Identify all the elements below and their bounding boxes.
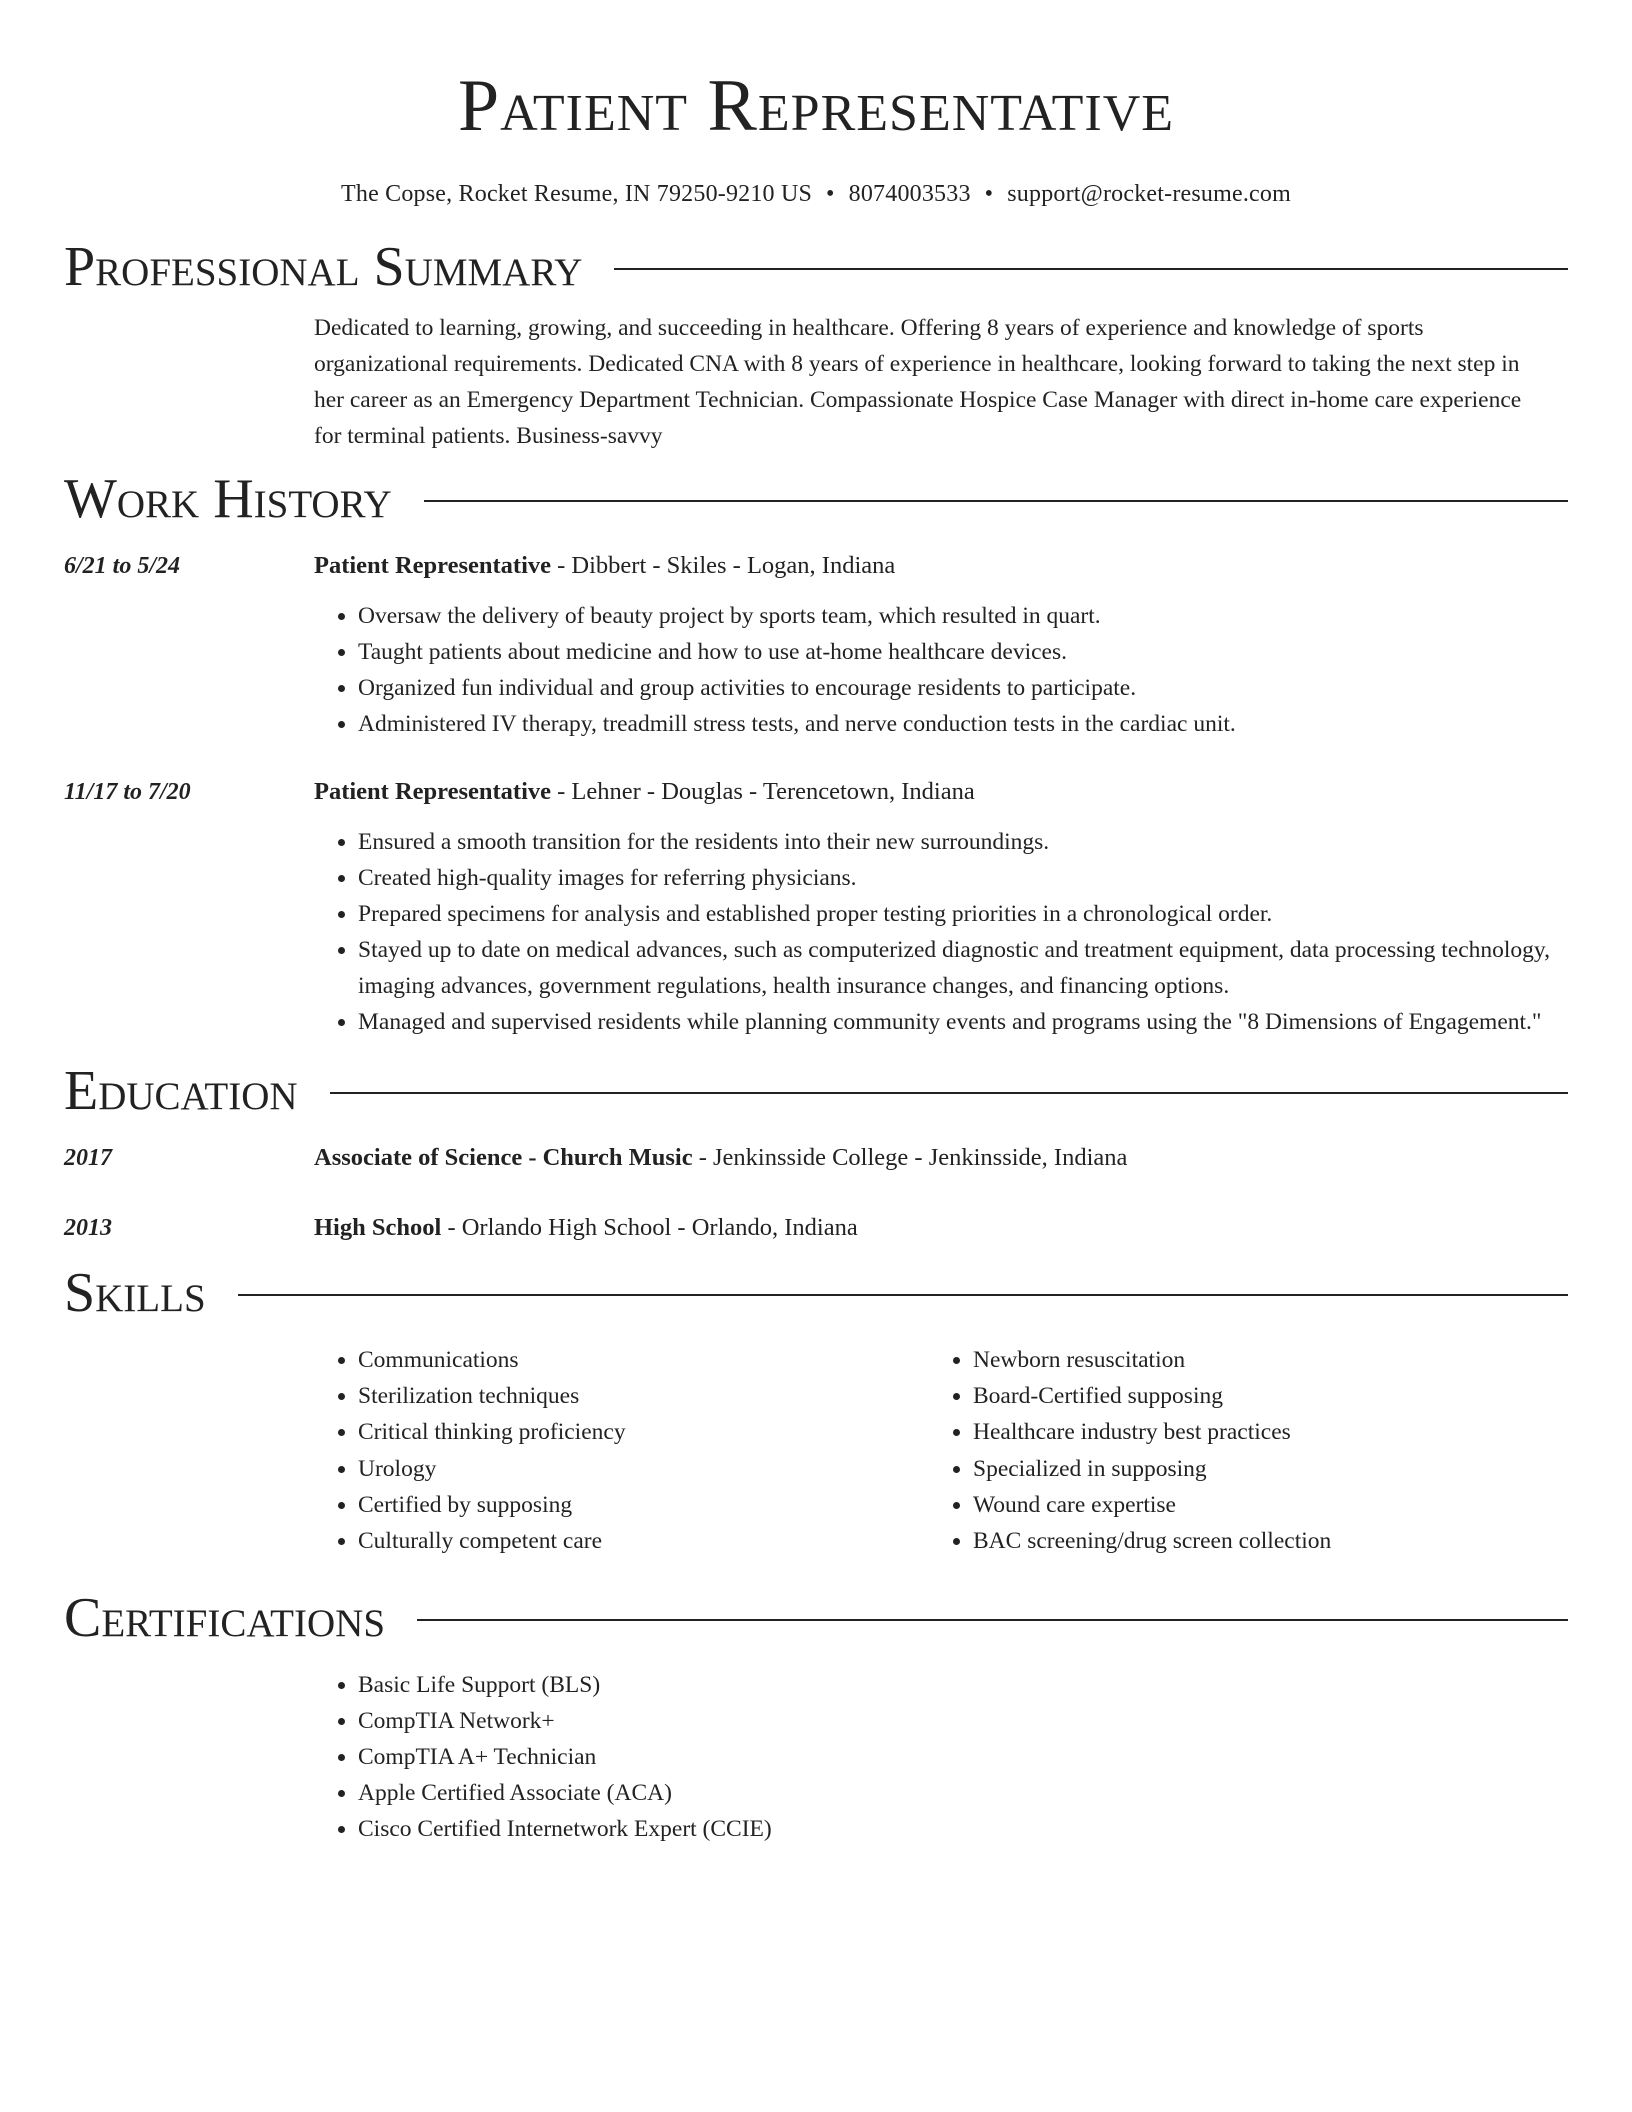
summary-section-header	[64, 232, 1568, 302]
separator: •	[984, 181, 994, 207]
skill-item: • Culturally competent care	[358, 1523, 929, 1559]
job-title-line	[314, 774, 1568, 810]
certification-item: • CompTIA Network+	[358, 1703, 1568, 1739]
job-bullet: • Prepared specimens for analysis and established proper testing priorities in a chronological order.	[358, 896, 1568, 932]
section-heading: Education	[64, 1060, 298, 1122]
section-divider	[417, 1619, 1568, 1621]
summary-text: Dedicated to learning, growing, and succeeding in healthcare. Offering 8 years of experience and knowledge of sports organizational requirements. Dedicated CNA with 8 years of experience in healthcare, looking forward to taking the next step in her career as an Emergency Department Technician. Compassionate Hospice Case Manager with direct in-home care experience for terminal patients. Business-savvy	[314, 315, 1522, 449]
section-divider	[330, 1092, 1568, 1094]
job-bullet: • Taught patients about medicine and how to use at-home healthcare devices.	[358, 634, 1568, 670]
skill-item: • Healthcare industry best practices	[973, 1414, 1544, 1450]
skill-item: • Sterilization techniques	[358, 1378, 929, 1414]
certification-item: • CompTIA A+ Technician	[358, 1739, 1568, 1775]
section-heading: Skills	[64, 1262, 206, 1324]
address: The Copse, Rocket Resume, IN 79250-9210 US	[341, 181, 813, 207]
section-heading: Professional Summary	[64, 236, 583, 298]
job-dates: 11/17 to 7/20	[64, 779, 191, 805]
skill-item: • Urology	[358, 1451, 929, 1487]
skill-item: • Specialized in supposing	[973, 1451, 1544, 1487]
skill-item: • Wound care expertise	[973, 1487, 1544, 1523]
job-title: Patient Representative	[314, 778, 551, 805]
school: - Orlando High School - Orlando, Indiana	[441, 1214, 858, 1241]
section-heading: Certifications	[64, 1587, 386, 1650]
education-section-header	[64, 1056, 1568, 1126]
education-entry	[64, 1210, 1568, 1246]
job-entry	[64, 548, 1568, 742]
degree: High School	[314, 1214, 442, 1241]
section-divider	[424, 500, 1568, 502]
education-line	[314, 1210, 1568, 1246]
education-line	[314, 1140, 1568, 1176]
certifications-section-header	[64, 1583, 1568, 1653]
section-divider	[238, 1294, 1568, 1296]
skill-item: • BAC screening/drug screen collection	[973, 1523, 1544, 1559]
job-employer: - Dibbert - Skiles - Logan, Indiana	[551, 552, 896, 579]
education-year: 2017	[64, 1145, 112, 1171]
job-entry	[64, 774, 1568, 1040]
education-entry	[64, 1140, 1568, 1176]
contact-line	[64, 178, 1568, 210]
certification-item: • Basic Life Support (BLS)	[358, 1667, 1568, 1703]
phone: 8074003533	[848, 181, 971, 207]
job-employer: - Lehner - Douglas - Terencetown, Indiana	[551, 778, 975, 805]
job-bullets	[314, 598, 1568, 742]
school: - Jenkinsside College - Jenkinsside, Indiana	[692, 1144, 1128, 1171]
candidate-name: Patient Representative	[457, 65, 1175, 147]
job-bullets	[314, 824, 1568, 1040]
skills-section-header	[64, 1258, 1568, 1328]
work-history-section-header	[64, 464, 1568, 534]
education-year: 2013	[64, 1215, 112, 1241]
job-bullet: • Created high-quality images for referring physicians.	[358, 860, 1568, 896]
skills-column-right	[929, 1342, 1544, 1559]
job-title: Patient Representative	[314, 552, 551, 579]
skill-item: • Newborn resuscitation	[973, 1342, 1544, 1378]
separator: •	[826, 181, 835, 207]
section-divider	[614, 268, 1568, 270]
job-bullet: • Ensured a smooth transition for the residents into their new surroundings.	[358, 824, 1568, 860]
skill-item: • Certified by supposing	[358, 1487, 929, 1523]
job-bullet: • Oversaw the delivery of beauty project by sports team, which resulted in quart.	[358, 598, 1568, 634]
certification-item: • Cisco Certified Internetwork Expert (CCIE)	[358, 1811, 1568, 1847]
job-bullet: • Organized fun individual and group activities to encourage residents to participate.	[358, 670, 1568, 706]
skills-column-left	[314, 1342, 929, 1559]
job-dates: 6/21 to 5/24	[64, 553, 181, 579]
skill-item: • Critical thinking proficiency	[358, 1414, 929, 1450]
skill-item: • Communications	[358, 1342, 929, 1378]
email: support@rocket-resume.com	[1007, 181, 1291, 207]
job-bullet: • Administered IV therapy, treadmill stress tests, and nerve conduction tests in the cardiac unit.	[358, 706, 1568, 742]
skill-item: • Board-Certified supposing	[973, 1378, 1544, 1414]
section-heading: Work History	[64, 468, 392, 530]
job-title-line	[314, 548, 1568, 584]
job-bullet: • Managed and supervised residents while planning community events and programs using the "8 Dimensions of Engagement."	[358, 1004, 1568, 1040]
job-bullet: • Stayed up to date on medical advances, such as computerized diagnostic and treatment equipment, data processing technology, imaging advances, government regulations, health insurance changes, and financing options.	[358, 932, 1568, 1004]
skills-list	[314, 1342, 1568, 1559]
degree: Associate of Science - Church Music	[314, 1144, 693, 1171]
certification-item: • Apple Certified Associate (ACA)	[358, 1775, 1568, 1811]
certifications-bullets	[314, 1667, 1568, 1847]
certifications-list	[314, 1667, 1568, 1847]
